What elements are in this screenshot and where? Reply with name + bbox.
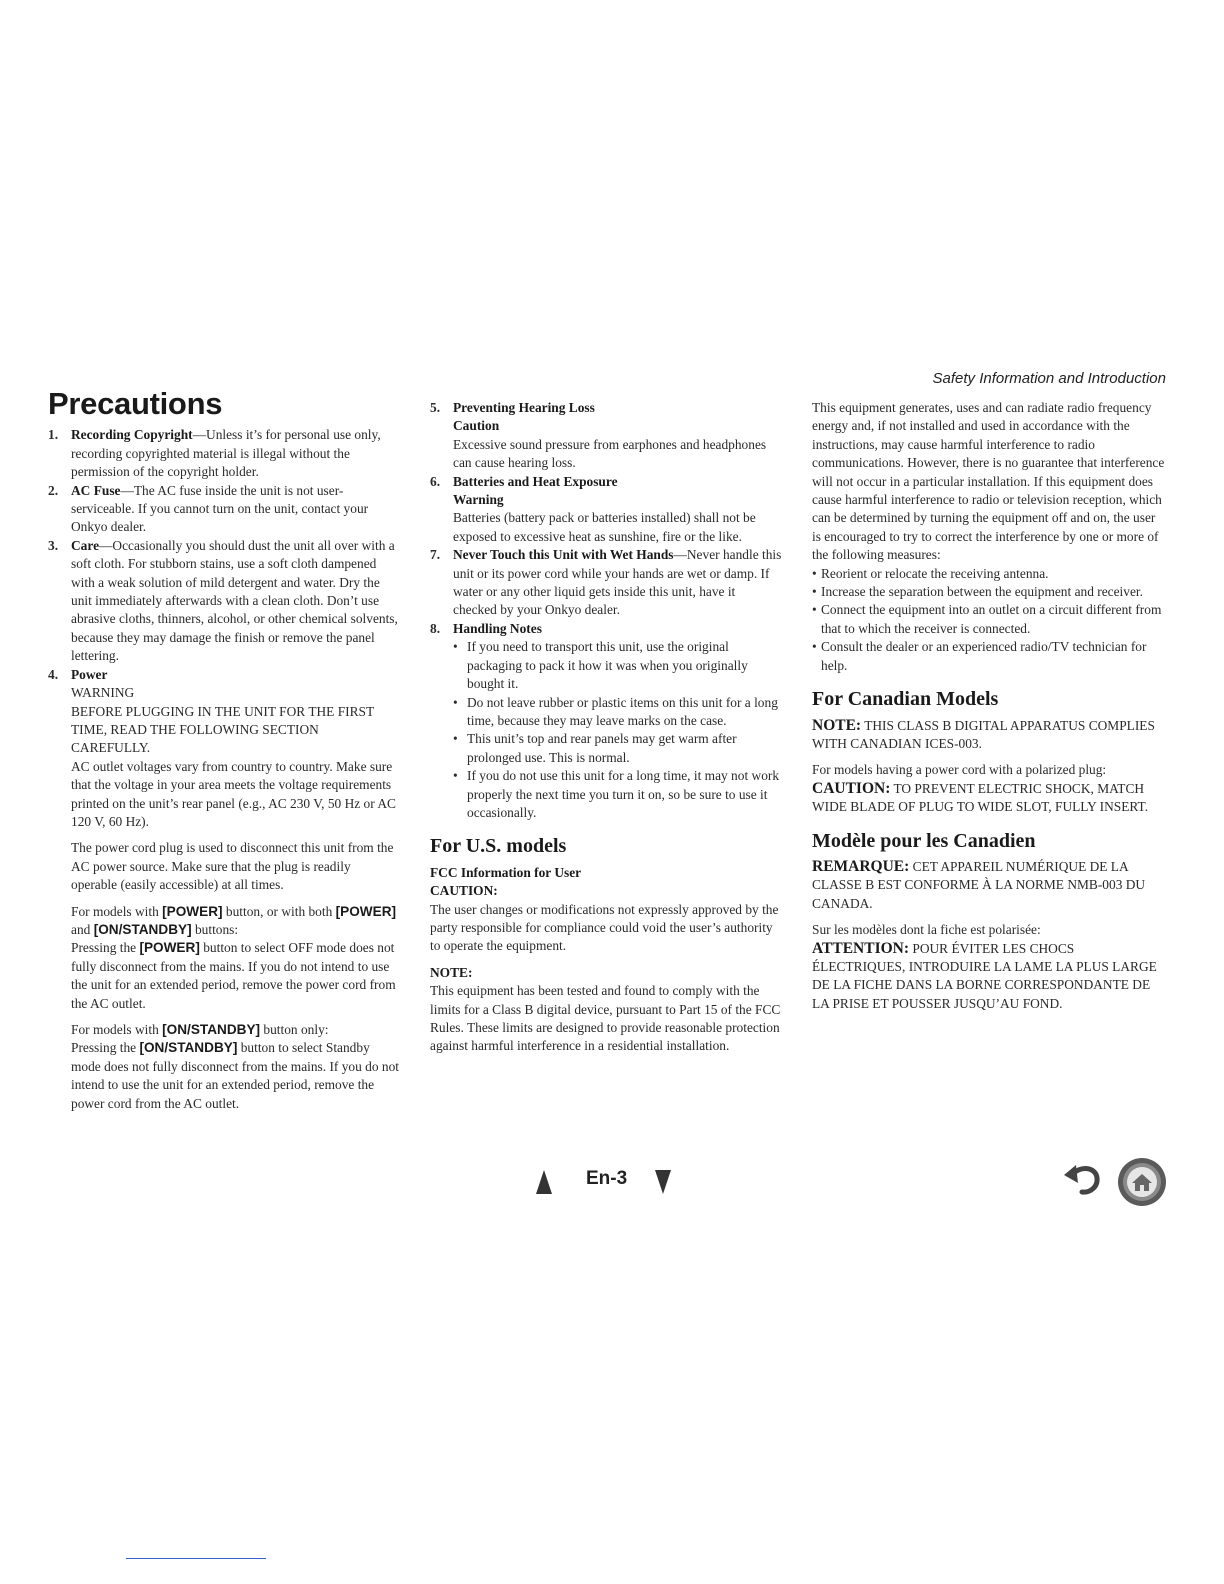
item-text: —Unless it’s for personal use only, recording copyrighted material is illegal without the permission of the copyright holder. <box>71 427 381 480</box>
item-title: AC Fuse <box>71 482 121 498</box>
item-subtitle: Caution <box>453 418 500 434</box>
item-title: Never Touch this Unit with Wet Hands <box>453 547 674 563</box>
note-item: • This unit’s top and rear panels may get warm after prolonged use. This is normal. <box>453 730 782 767</box>
item-title: Power <box>71 666 108 682</box>
item-number: 5. <box>430 400 441 415</box>
item-text: Excessive sound pressure from earphones and headphones can cause hearing loss. <box>453 436 767 471</box>
measure-item: • Reorient or relocate the receiving antenna. <box>812 565 1166 583</box>
voltage-text: AC outlet voltages vary from country to country. Make sure that the voltage in your area meets the voltage requirements printed on the unit’s rear panel (e.g., AC 230 V, 50 Hz or AC 120 V, 60 Hz). <box>71 758 396 829</box>
item-number: 2. <box>48 482 59 498</box>
page-number: En-3 <box>586 1168 628 1189</box>
home-icon[interactable] <box>1116 1156 1168 1208</box>
canadian-caution: CAUTION: TO PREVENT ELECTRIC SHOCK, MATCH WIDE BLADE OF PLUG TO WIDE SLOT, FULLY INSERT. <box>812 779 1149 815</box>
triangle-down-icon[interactable] <box>655 1170 671 1194</box>
caution-text: The user changes or modifications not expressly approved by the party responsible for compliance could void the user’s authority to operate the equipment. <box>430 901 779 954</box>
plug-text: The power cord plug is used to disconnect this unit from the AC power source. Make sure that the plug is readily operable (easily accessible) at all times. <box>71 840 394 893</box>
onstandby-key: [ON/STANDBY] <box>162 1022 261 1037</box>
item-number: 6. <box>430 473 441 489</box>
measure-item: • Connect the equipment into an outlet on a circuit different from that to which the receiver is connected. <box>812 601 1166 638</box>
note-item: • If you need to transport this unit, use the original packaging to pack it how it was when you originally bought it. <box>453 638 782 693</box>
item-title: Care <box>71 537 100 553</box>
caution-label: CAUTION: <box>430 883 498 899</box>
note-label: NOTE: <box>430 964 473 980</box>
polarisee-text: Sur les modèles dont la fiche est polarisée: <box>812 922 1041 938</box>
both-buttons-text: For models with [POWER] button, or with both [POWER] and [ON/STANDBY] buttons: Pressing the [POWER] button to select OFF mode does not fully disconnect from the mains. If you do not intend to use the unit for an extended period, remove the power cord from the AC outlet. <box>71 903 397 1011</box>
fcc-continued-text: This equipment generates, uses and can radiate radio frequency energy and, if not installed and used in accordance with the instructions, may cause harmful interference to radio communications. However, there is no guarantee that interference will not occur in a particular installation. If this equipment does cause harmful interference to radio or television reception, which can be determined by turning the equipment off and on, the user is encouraged to try to correct the interference by one or more of the following measures: <box>812 400 1165 563</box>
list-item <box>430 620 782 822</box>
page-title: Precautions <box>48 386 223 421</box>
canadian-heading: For Canadian Models <box>812 688 999 711</box>
note-text: This equipment has been tested and found to comply with the limits for a Class B digital device, pursuant to Part 15 of the FCC Rules. These limits are designed to provide reasonable protection against harmful interference in a residential installation. <box>430 983 781 1054</box>
item-title: Batteries and Heat Exposure <box>453 473 618 489</box>
canadien-fr-heading: Modèle pour les Canadien <box>812 829 1036 852</box>
fcc-title: FCC Information for User <box>430 864 582 880</box>
attention-text: ATTENTION: POUR ÉVITER LES CHOCS ÉLECTRIQUES, INTRODUIRE LA LAME LA PLUS LARGE DE LA FICHE DANS LA BORNE CORRESPONDANTE DE LA PRISE ET POUSSER JUSQU’AU FOND. <box>812 939 1157 1011</box>
power-key: [POWER] <box>162 903 223 919</box>
warning-text: BEFORE PLUGGING IN THE UNIT FOR THE FIRST TIME, READ THE FOLLOWING SECTION CAREFULLY. <box>71 703 374 756</box>
warning-label: WARNING <box>71 685 135 701</box>
column-middle <box>430 399 782 1056</box>
list-item <box>48 426 400 481</box>
list-item-power <box>48 666 400 1113</box>
measure-item: • Increase the separation between the equipment and receiver. <box>812 583 1166 601</box>
power-key: [POWER] <box>139 940 200 956</box>
note-label: NOTE: <box>812 716 862 734</box>
caution-label: CAUTION: <box>812 779 891 797</box>
section-title: Safety Information and Introduction <box>932 370 1166 387</box>
list-item <box>48 482 400 537</box>
item-text: Batteries (battery pack or batteries installed) shall not be exposed to excessive heat as sunshine, fire or the like. <box>453 510 756 544</box>
back-arrow-icon[interactable] <box>1064 1161 1104 1197</box>
handling-notes <box>453 638 782 822</box>
item-number: 3. <box>48 537 59 553</box>
us-models-heading: For U.S. models <box>430 835 567 858</box>
item-number: 7. <box>430 547 441 563</box>
measure-item: • Consult the dealer or an experienced radio/TV technician for help. <box>812 638 1166 675</box>
item-number: 4. <box>48 666 59 682</box>
standby-only-text: For models with [ON/STANDBY] button only: Pressing the [ON/STANDBY] button to select Standby mode does not fully disconnect from the mains. If you do not intend to use the unit for an extended period, remove the power cord from the AC outlet. <box>71 1022 400 1111</box>
measures-list <box>812 565 1166 675</box>
item-title: Preventing Hearing Loss <box>453 400 595 415</box>
column-left <box>48 386 400 1113</box>
link-underline <box>126 1558 266 1559</box>
precautions-list <box>48 426 400 1113</box>
item-text: —Never handle this unit or its power cord while your hands are wet or damp. If water or any other liquid gets inside this unit, have it checked by your Onkyo dealer. <box>453 547 782 618</box>
item-number: 1. <box>48 427 59 443</box>
item-subtitle: Warning <box>453 492 504 508</box>
remarque-text: REMARQUE: CET APPAREIL NUMÉRIQUE DE LA CLASSE B EST CONFORME À LA NORME NMB-003 DU CANADA. <box>812 857 1146 911</box>
item-text: —The AC fuse inside the unit is not user-serviceable. If you cannot turn on the unit, contact your Onkyo dealer. <box>71 482 369 535</box>
onstandby-key: [ON/STANDBY] <box>139 1040 238 1056</box>
item-title: Recording Copyright <box>71 427 193 443</box>
polarized-text: For models having a power cord with a polarized plug: <box>812 762 1107 778</box>
item-number: 8. <box>430 620 441 636</box>
attention-label: ATTENTION: <box>812 939 910 957</box>
item-text: —Occasionally you should dust the unit all over with a soft cloth. For stubborn stains, use a soft cloth dampened with a weak solution of mild detergent and water. Dry the unit immediately afterwards with a clean cloth. Don’t use abrasive cloths, thinners, alcohol, or other chemical solvents, because they may damage the finish or remove the panel lettering. <box>71 537 398 664</box>
list-item <box>48 537 400 666</box>
onstandby-key: [ON/STANDBY] <box>93 921 192 937</box>
power-key: [POWER] <box>335 903 397 919</box>
triangle-up-icon[interactable] <box>536 1170 552 1194</box>
list-item <box>430 473 782 547</box>
item-title: Handling Notes <box>453 620 542 636</box>
list-item <box>430 546 782 620</box>
remarque-label: REMARQUE: <box>812 857 910 875</box>
column-right <box>812 399 1166 1013</box>
list-item <box>430 399 782 473</box>
precautions-list-continued <box>430 399 782 822</box>
canadian-note: NOTE: THIS CLASS B DIGITAL APPARATUS COMPLIES WITH CANADIAN ICES-003. <box>812 716 1155 751</box>
note-item: • Do not leave rubber or plastic items on this unit for a long time, because they may leave marks on the case. <box>453 694 782 731</box>
note-item: • If you do not use this unit for a long time, it may not work properly the next time you turn it on, so be sure to use it occasionally. <box>453 767 782 822</box>
